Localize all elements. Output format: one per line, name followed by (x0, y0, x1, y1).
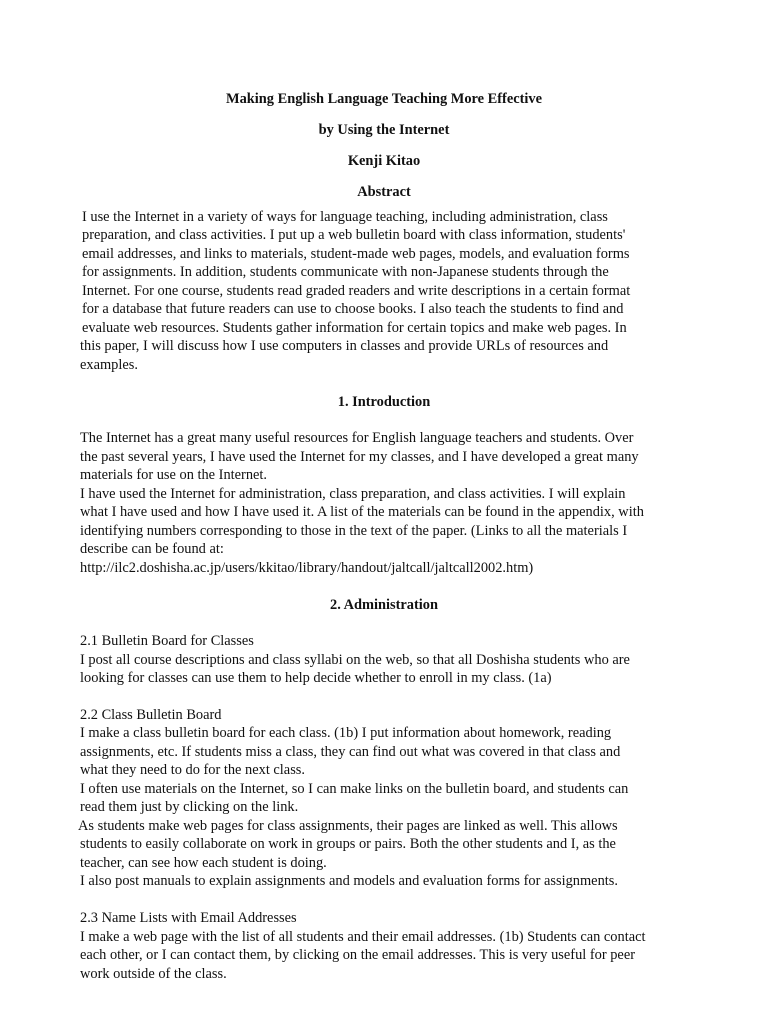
abstract-line: evaluate web resources. Students gather information for certain topics and make web pages. In (82, 320, 627, 336)
section-heading-administration: 2. Administration (330, 597, 438, 613)
intro-line: what I have used and how I have used it. A list of the materials can be found in the appendix, with (80, 504, 644, 520)
intro-line: describe can be found at: (80, 541, 224, 557)
subsection-line: assignments, etc. If students miss a class, they can find out what was covered in that class and (80, 744, 621, 760)
subsection-line: teacher, can see how each student is doing. (80, 855, 327, 871)
intro-line: identifying numbers corresponding to those in the text of the paper. (Links to all the materials I (80, 523, 628, 539)
subsection-line: read them just by clicking on the link. (80, 799, 299, 815)
subsection-line: what they need to do for the next class. (80, 762, 305, 778)
title-line-1: Making English Language Teaching More Effective (226, 91, 542, 107)
subsection-line: I make a web page with the list of all students and their email addresses. (1b) Students can contact (80, 929, 646, 945)
section-heading-introduction: 1. Introduction (337, 394, 431, 410)
abstract-line: for assignments. In addition, students communicate with non-Japanese students through the (82, 264, 609, 280)
subsection-heading-2-3: 2.3 Name Lists with Email Addresses (80, 910, 297, 926)
abstract-line: email addresses, and links to materials, student-made web pages, models, and evaluation forms (82, 246, 630, 262)
subsection-line: I make a class bulletin board for each class. (1b) I put information about homework, reading (80, 725, 612, 741)
intro-url: http://ilc2.doshisha.ac.jp/users/kkitao/library/handout/jaltcall/jaltcall2002.htm) (80, 560, 534, 576)
subsection-line: work outside of the class. (80, 966, 227, 982)
subsection-heading-2-2: 2.2 Class Bulletin Board (80, 707, 222, 723)
intro-line: the past several years, I have used the Internet for my classes, and I have developed a great many (80, 449, 639, 465)
intro-line: The Internet has a great many useful resources for English language teachers and students. Over (80, 430, 634, 446)
abstract-heading: Abstract (357, 184, 411, 200)
subsection-line: students to easily collaborate on work in groups or pairs. Both the other students and I, as the (80, 836, 616, 852)
intro-line: materials for use on the Internet. (80, 467, 268, 483)
subsection-line: I post all course descriptions and class syllabi on the web, so that all Doshisha students who are (80, 652, 630, 668)
abstract-line: this paper, I will discuss how I use computers in classes and provide URLs of resources and (80, 338, 609, 354)
abstract-line: Internet. For one course, students read graded readers and write descriptions in a certain format (82, 283, 631, 299)
subsection-line: each other, or I can contact them, by clicking on the email addresses. This is very useful for peer (80, 947, 636, 963)
subsection-line: As students make web pages for class assignments, their pages are linked as well. This allows (78, 818, 618, 834)
subsection-line: I also post manuals to explain assignments and models and evaluation forms for assignments. (80, 873, 618, 889)
abstract-line: for a database that future readers can use to choose books. I also teach the students to find and (82, 301, 624, 317)
subsection-line: I often use materials on the Internet, so I can make links on the bulletin board, and students can (80, 781, 629, 797)
title-line-2: by Using the Internet (318, 122, 450, 138)
author-name: Kenji Kitao (347, 153, 421, 169)
subsection-heading-2-1: 2.1 Bulletin Board for Classes (80, 633, 254, 649)
subsection-line: looking for classes can use them to help decide whether to enroll in my class. (1a) (80, 670, 552, 686)
abstract-line: preparation, and class activities. I put up a web bulletin board with class information, students' (82, 227, 626, 243)
abstract-line: examples. (80, 357, 138, 373)
abstract-line: I use the Internet in a variety of ways for language teaching, including administration, class (82, 209, 608, 225)
intro-line: I have used the Internet for administration, class preparation, and class activities. I will explain (80, 486, 626, 502)
